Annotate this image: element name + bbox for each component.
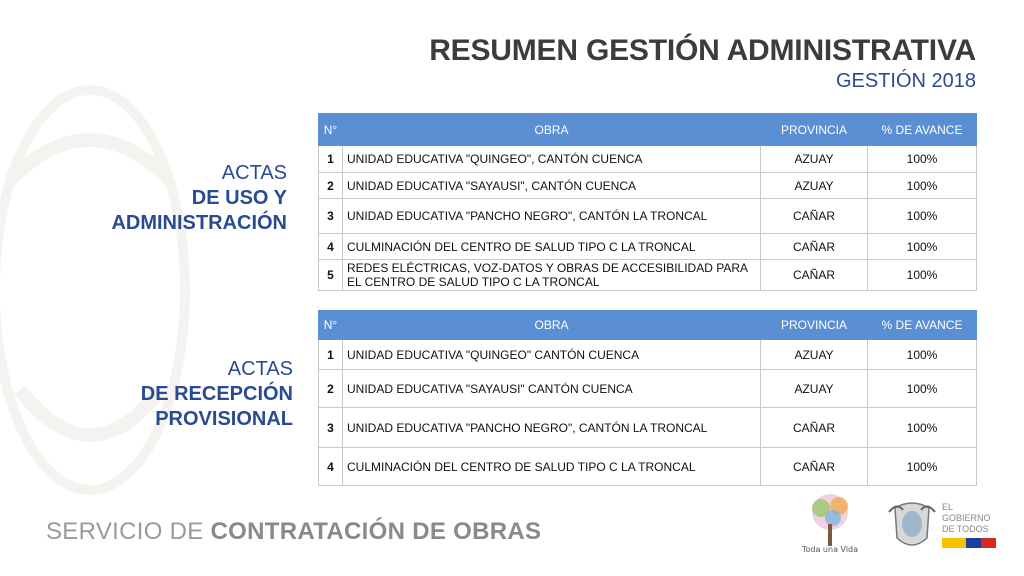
cell-num: 2 xyxy=(319,370,343,408)
cell-num: 3 xyxy=(319,408,343,448)
cell-avance: 100% xyxy=(868,260,977,291)
cell-provincia: CAÑAR xyxy=(761,199,868,234)
section-rec-line3: PROVISIONAL xyxy=(155,408,293,430)
cell-obra: CULMINACIÓN DEL CENTRO DE SALUD TIPO C LA TRONCAL xyxy=(343,448,761,486)
cell-num: 1 xyxy=(319,146,343,173)
cell-avance: 100% xyxy=(868,146,977,173)
section-label-recepcion xyxy=(141,357,293,432)
table-row xyxy=(319,146,977,173)
cell-obra: UNIDAD EDUCATIVA "PANCHO NEGRO", CANTÓN LA TRONCAL xyxy=(343,408,761,448)
cell-obra: UNIDAD EDUCATIVA "QUINGEO", CANTÓN CUENCA xyxy=(343,146,761,173)
cell-obra: UNIDAD EDUCATIVA "PANCHO NEGRO", CANTÓN LA TRONCAL xyxy=(343,199,761,234)
cell-provincia: AZUAY xyxy=(761,370,868,408)
cell-num: 3 xyxy=(319,199,343,234)
cell-obra: REDES ELÉCTRICAS, VOZ-DATOS Y OBRAS DE ACCESIBILIDAD PARA EL CENTRO DE SALUD TIPO C LA TRONCAL xyxy=(343,260,761,291)
gobierno-logo xyxy=(942,502,998,554)
page-subtitle: GESTIÓN 2018 xyxy=(835,70,976,92)
cell-num: 1 xyxy=(319,340,343,370)
section-uso-line3: ADMINISTRACIÓN xyxy=(111,212,287,234)
cell-avance: 100% xyxy=(868,408,977,448)
cell-provincia: AZUAY xyxy=(761,340,868,370)
table-header-row xyxy=(319,114,977,146)
section-rec-line2: DE RECEPCIÓN xyxy=(140,383,293,405)
cell-num: 5 xyxy=(319,260,343,291)
table-row xyxy=(319,448,977,486)
table-row xyxy=(319,234,977,260)
cell-avance: 100% xyxy=(868,173,977,199)
toda-una-vida-logo xyxy=(797,490,863,556)
cell-avance: 100% xyxy=(868,199,977,234)
table-row xyxy=(319,173,977,199)
table-row xyxy=(319,340,977,370)
col-header-avance: % DE AVANCE xyxy=(868,311,977,340)
section-uso-line2: DE USO Y xyxy=(191,187,287,209)
table-row xyxy=(319,199,977,234)
cell-provincia: CAÑAR xyxy=(761,448,868,486)
section-label-uso xyxy=(111,161,287,236)
col-header-provincia: PROVINCIA xyxy=(761,311,868,340)
col-header-num: N° xyxy=(319,114,343,146)
cell-provincia: CAÑAR xyxy=(761,260,868,291)
section-uso-line1: ACTAS xyxy=(221,162,287,184)
col-header-obra: OBRA xyxy=(343,114,761,146)
table-row xyxy=(319,370,977,408)
table-row xyxy=(319,260,977,291)
crest-watermark xyxy=(0,60,200,520)
cell-provincia: CAÑAR xyxy=(761,234,868,260)
cell-obra: UNIDAD EDUCATIVA "SAYAUSI", CANTÓN CUENCA xyxy=(343,173,761,199)
ecuador-shield-logo xyxy=(887,498,937,554)
table-actas-recepcion xyxy=(318,310,977,486)
footer-brand-bold: CONTRATACIÓN DE OBRAS xyxy=(210,518,542,545)
footer-brand xyxy=(46,518,541,546)
section-rec-line1: ACTAS xyxy=(227,358,293,380)
logo-vida-text: Toda una Vida xyxy=(801,545,859,554)
page-title: RESUMEN GESTIÓN ADMINISTRATIVA xyxy=(429,34,976,67)
col-header-provincia: PROVINCIA xyxy=(761,114,868,146)
cell-obra: UNIDAD EDUCATIVA "QUINGEO" CANTÓN CUENCA xyxy=(343,340,761,370)
cell-provincia: AZUAY xyxy=(761,146,868,173)
cell-avance: 100% xyxy=(868,340,977,370)
cell-obra: CULMINACIÓN DEL CENTRO DE SALUD TIPO C LA TRONCAL xyxy=(343,234,761,260)
cell-obra: UNIDAD EDUCATIVA "SAYAUSI" CANTÓN CUENCA xyxy=(343,370,761,408)
table-row xyxy=(319,408,977,448)
table-header-row xyxy=(319,311,977,340)
cell-num: 2 xyxy=(319,173,343,199)
cell-provincia: AZUAY xyxy=(761,173,868,199)
cell-avance: 100% xyxy=(868,234,977,260)
cell-num: 4 xyxy=(319,448,343,486)
header xyxy=(429,34,976,93)
logo-gob-text: EL GOBIERNO DE TODOS xyxy=(942,502,991,534)
col-header-avance: % DE AVANCE xyxy=(868,114,977,146)
flag-stripes-icon xyxy=(942,538,996,548)
col-header-num: N° xyxy=(319,311,343,340)
cell-avance: 100% xyxy=(868,370,977,408)
cell-avance: 100% xyxy=(868,448,977,486)
table-actas-uso xyxy=(318,113,977,291)
col-header-obra: OBRA xyxy=(343,311,761,340)
footer-brand-light: SERVICIO DE xyxy=(46,518,211,545)
cell-provincia: CAÑAR xyxy=(761,408,868,448)
cell-num: 4 xyxy=(319,234,343,260)
